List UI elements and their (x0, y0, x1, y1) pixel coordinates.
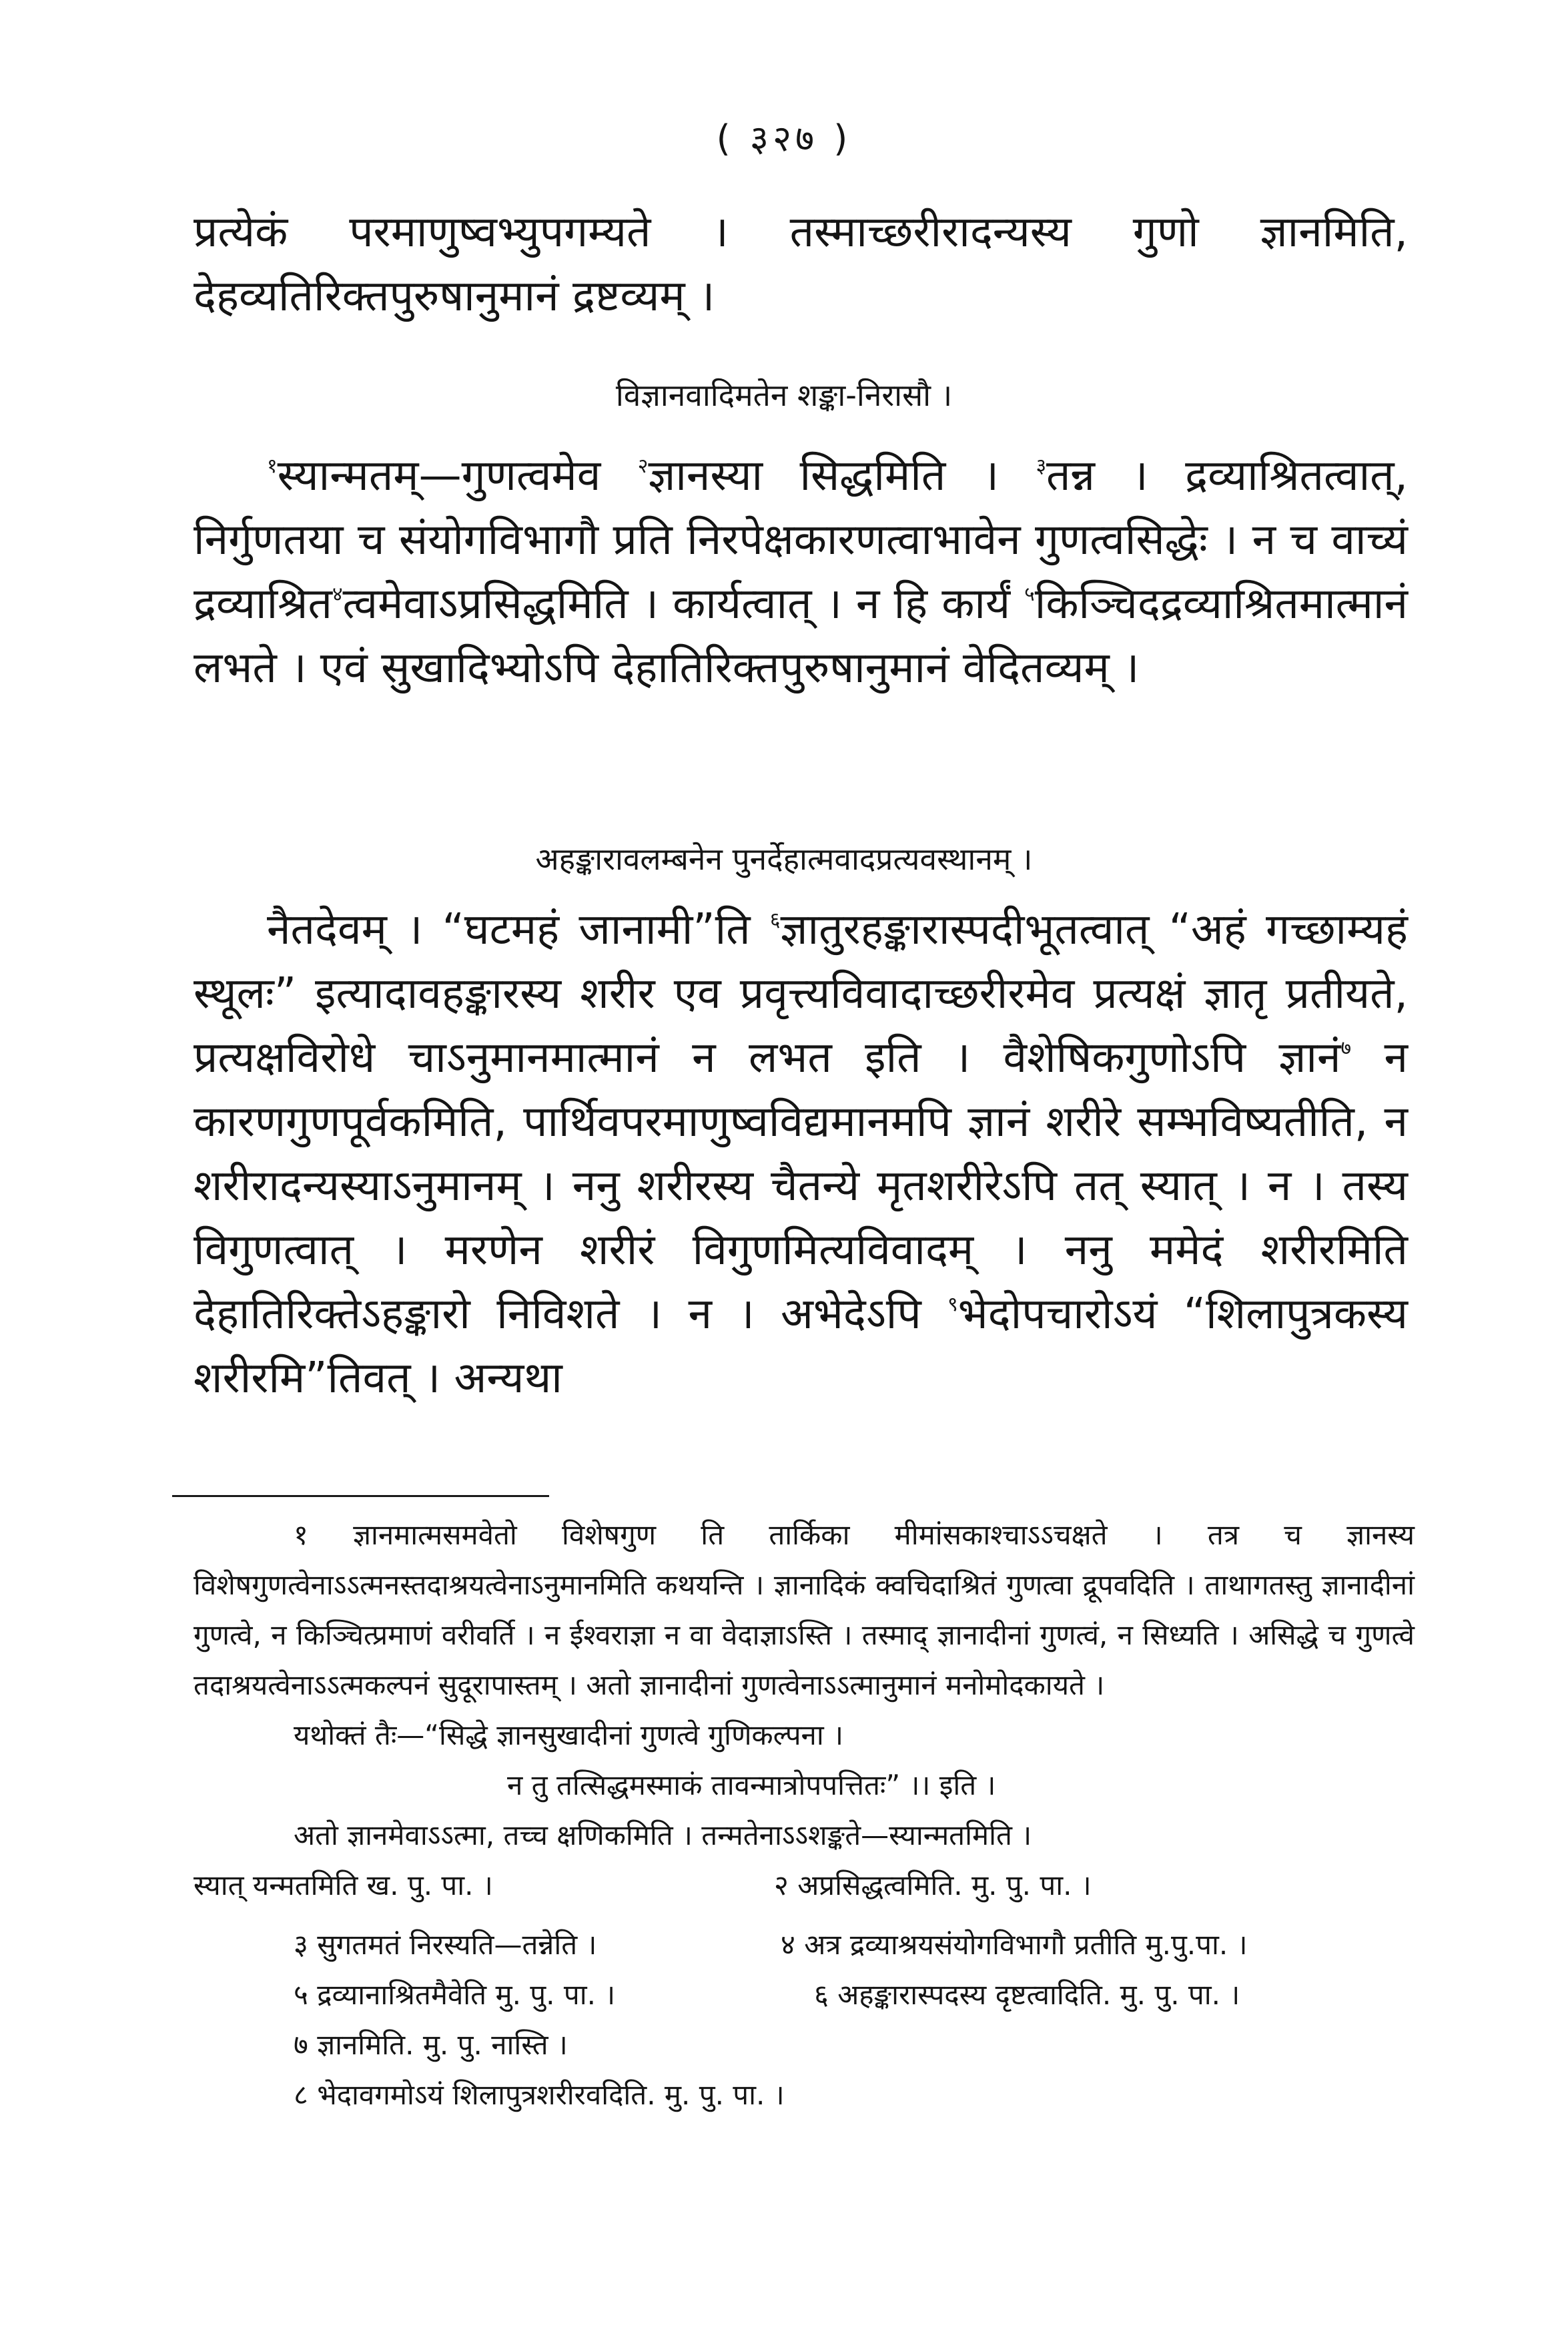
footnote-marker: ६ (769, 908, 781, 932)
paragraph-2 (193, 444, 1408, 700)
footnote-row (193, 2020, 1415, 2070)
footnote-marker: ९ (947, 1293, 958, 1316)
footnote-1-continuation: अतो ज्ञानमेवाऽऽत्मा, तच्च क्षणिकमिति । तन्मतेनाऽऽशङ्कते—स्यान्मतमिति । (294, 1819, 1032, 1851)
footnote-quote-line-1: यथोक्तं तैः—“सिद्धे ज्ञानसुखादीनां गुणत्वे गुणिकल्पना । (294, 1719, 844, 1751)
footnote-marker: ३ (1036, 455, 1047, 478)
paragraph-3 (193, 898, 1408, 1410)
paragraph-text: $^१$स्यान्मतम्—गुणत्वमेव $^२$ज्ञानस्या सिद्धमिति । $^३$तन्न । द्रव्याश्रितत्वात्, निर्गुणतया च संयोगविभागौ प्रति निरपेक्षकारणत्वाभावेन गुणत्वसिद्धेः । न च वाच्यं द्रव्याश्रित$^४$त्वमेवाऽप्रसिद्धमिति । कार्यत्वात् । न हि कार्यं $^५$किञ्चिदद्रव्याश्रितमात्मानं लभते । एवं सुखादिभ्योऽपि देहातिरिक्तपुरुषानुमानं वेदितव्यम् । (193, 451, 1408, 693)
opening-paragraph (193, 200, 1408, 328)
footnote-row (193, 2070, 1415, 2120)
paragraph-text: प्रत्येकं परमाणुष्वभ्युपगम्यते । तस्माच्छरीरादन्यस्य गुणो ज्ञानमिति, देहव्यतिरिक्तपुरुषानुमानं द्रष्टव्यम् । (193, 208, 1408, 321)
footnote-3: ३ सुगतमतं निरस्यति—तन्नेति । (294, 1928, 597, 1961)
footnote-row (193, 1860, 1415, 1910)
footnote-row (193, 1920, 1415, 1970)
footnote-marker: २ (637, 455, 649, 478)
footnote-marker: ५ (1024, 583, 1035, 606)
footnote-marker: ४ (332, 583, 343, 606)
footnote-marker: ७ (1340, 1037, 1352, 1060)
footnote-8: ८ भेदावगमोऽयं शिलापुत्रशरीरवदिति. मु. पु. पा. । (294, 2078, 785, 2111)
page-number: ( ३२७ ) (716, 117, 852, 160)
footnote-2: २ अप्रसिद्धत्वमिति. मु. पु. पा. । (774, 1869, 1092, 1902)
paragraph-text: नैतदेवम् । “घटमहं जानामी”ति $^६$ज्ञातुरहङ्कारास्पदीभूतत्वात् “अहं गच्छाम्यहं स्थूलः” इत्यादावहङ्कारस्य शरीर एव प्रवृत्त्यविवादाच्छरीरमेव प्रत्यक्षं ज्ञातृ प्रतीयते, प्रत्यक्षविरोधे चाऽनुमानमात्मानं न लभत इति । वैशेषिकगुणोऽपि ज्ञानं$^७$ न कारणगुणपूर्वकमिति, पार्थिवपरमाणुष्वविद्यमानमपि ज्ञानं शरीरे सम्भविष्यतीति, न शरीरादन्यस्याऽनुमानम् । ननु शरीरस्य चैतन्ये मृतशरीरेऽपि तत् स्यात् । न । तस्य विगुणत्वात् । मरणेन शरीरं विगुणमित्यविवादम् । ननु ममेदं शरीरमिति देहातिरिक्तेऽहङ्कारो निविशते । न । अभेदेऽपि $^९$भेदोपचारोऽयं “शिलापुत्रकस्य शरीरमि”तिवत् । अन्यथा (193, 905, 1408, 1403)
footnote-5: ५ द्रव्यानाश्रितमैवेति मु. पु. पा. । (294, 1978, 616, 2011)
section-heading-1: विज्ञानवादिमतेन शङ्का-निरासौ । (615, 377, 953, 413)
footnote-1: १ ज्ञानमात्मसमवेतो विशेषगुण ति तार्किका मीमांसकाश्चाऽऽचक्षते । तत्र च ज्ञानस्य विशेषगुणत्वेनाऽऽत्मनस्तदाश्रयत्वेनाऽनुमानमिति कथयन्ति । ज्ञानादिकं क्वचिदाश्रितं गुणत्वा द्रूपवदिति । ताथागतस्तु ज्ञानादीनां गुणत्वे, न किञ्चित्प्रमाणं वरीवर्ति । न ईश्वराज्ञा न वा वेदाज्ञाऽस्ति । तस्माद् ज्ञानादीनां गुणत्वं, न सिध्यति । असिद्धे च गुणत्वे तदाश्रयत्वेनाऽऽत्मकल्पनं सुदूरापास्तम् । अतो ज्ञानादीनां गुणत्वेनाऽऽत्मानुमानं मनोमोदकायते । (193, 1518, 1415, 1701)
footnotes (193, 1510, 1415, 2120)
footnote-divider (172, 1495, 549, 1497)
footnote-4: ४ अत्र द्रव्याश्रयसंयोगविभागौ प्रतीति मु.पु.पा. । (781, 1928, 1248, 1961)
footnote-quote-line-2: न तु तत्सिद्धमस्माकं तावन्मात्रोपपत्तितः” ।। इति । (507, 1769, 996, 1801)
footnote-marker: १ (267, 455, 278, 478)
footnote-7: ७ ज्ञानमिति. मु. पु. नास्ति । (294, 2028, 568, 2061)
footnote-row (193, 1970, 1415, 2020)
footnote-1-end: स्यात् यन्मतमिति ख. पु. पा. । (193, 1869, 493, 1902)
footnote-6: ६ अहङ्कारास्पदस्य दृष्टत्वादिति. मु. पु. पा. । (814, 1978, 1240, 2011)
section-heading-2: अहङ्कारावलम्बनेन पुनर्देहात्मवादप्रत्यवस्थानम् । (535, 841, 1033, 877)
